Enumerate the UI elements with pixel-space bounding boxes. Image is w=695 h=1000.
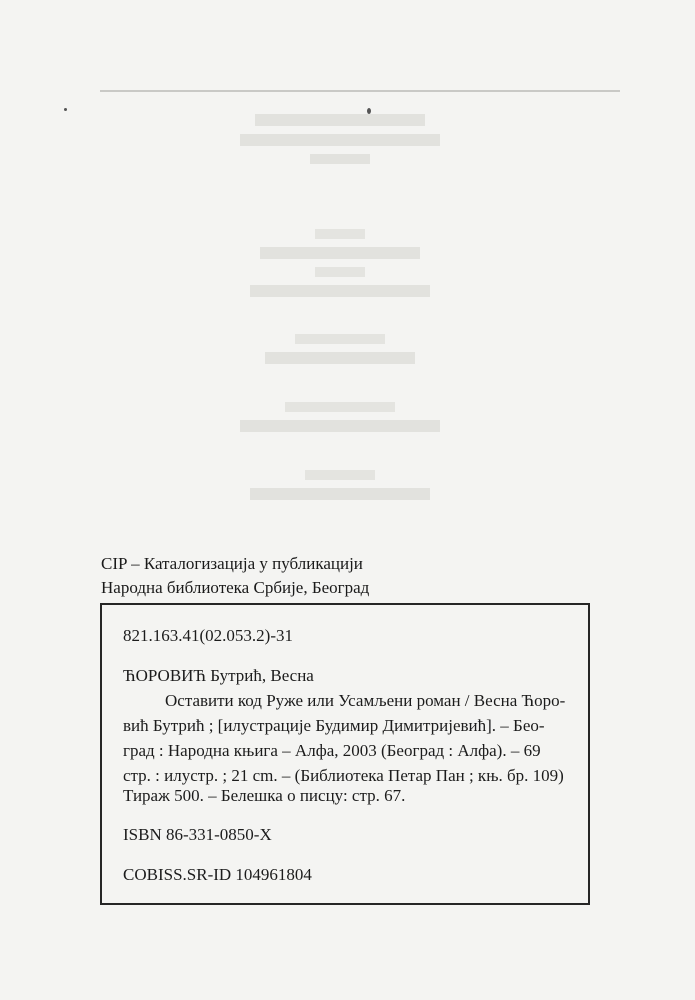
cobiss-id: COBISS.SR-ID 104961804 xyxy=(123,865,312,884)
speck-2 xyxy=(367,108,371,114)
show-through-block-3 xyxy=(150,330,530,530)
description-line: стр. : илустр. ; 21 cm. – (Библиотека Петар Пан ; књ. бр. 109) xyxy=(123,766,564,785)
show-through-block-1 xyxy=(150,110,530,170)
description-line: град : Народна књига – Алфа, 2003 (Београд : Алфа). – 69 xyxy=(123,741,541,760)
cip-record-box xyxy=(100,603,590,905)
cip-header-line-2: Народна библиотека Србије, Београд xyxy=(101,578,370,597)
speck-1 xyxy=(64,108,67,111)
bibliographic-description xyxy=(123,688,571,788)
description-line: вић Бутрић ; [илустрације Будимир Димитријевић]. – Бео- xyxy=(123,716,545,735)
cip-header-line-1: CIP – Каталогизација у публикацији xyxy=(101,554,363,573)
description-line: Оставити код Руже или Усамљени роман / Весна Ћоро- xyxy=(165,691,566,710)
udc-number: 821.163.41(02.053.2)-31 xyxy=(123,626,293,645)
show-through-block-2 xyxy=(150,225,530,305)
cip-header xyxy=(101,552,601,600)
isbn: ISBN 86-331-0850-X xyxy=(123,825,272,844)
top-rule xyxy=(100,90,620,92)
author-entry: ЋОРОВИЋ Бутрић, Весна xyxy=(123,666,314,685)
print-run-note: Тираж 500. – Белешка о писцу: стр. 67. xyxy=(123,786,406,805)
